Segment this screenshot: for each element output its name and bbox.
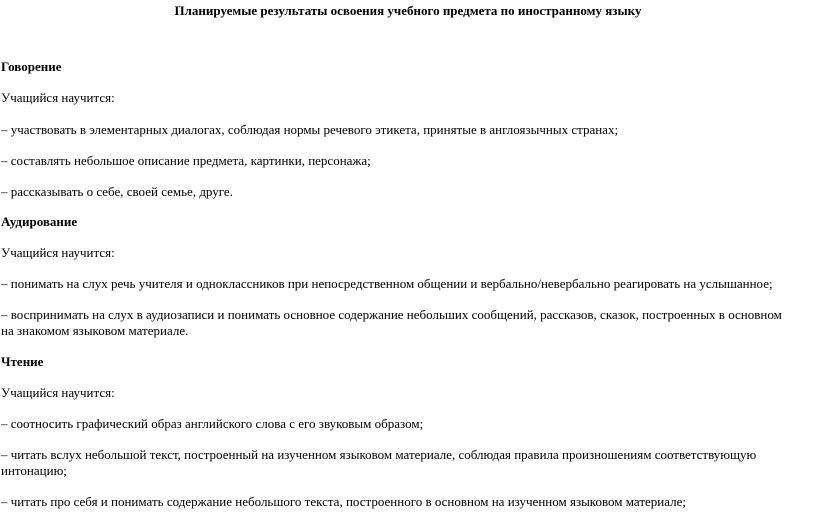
- section-heading-listening: Аудирование: [1, 214, 78, 229]
- section-intro-listening: Учащийся научится:: [1, 245, 115, 260]
- document-title: Планируемые результаты освоения учебного предмета по иностранному языку: [174, 3, 642, 18]
- list-item: – участвовать в элементарных диалогах, соблюдая нормы речевого этикета, принятые в англоязычных странах;: [1, 122, 619, 137]
- section-intro-speaking: Учащийся научится:: [1, 90, 115, 105]
- section-heading-speaking: Говорение: [1, 59, 62, 74]
- section-intro-reading: Учащийся научится:: [1, 385, 115, 400]
- list-item-continuation: интонацию;: [1, 463, 67, 478]
- list-item-continuation: на знакомом языковом материале.: [1, 323, 189, 338]
- list-item: – читать про себя и понимать содержание небольшого текста, построенного в основном на изученном языковом материале;: [1, 494, 686, 509]
- list-item: – читать вслух небольшой текст, построенный на изученном языковом материале, соблюдая правила произношениям соответствующую: [1, 447, 757, 462]
- list-item: – составлять небольшое описание предмета, картинки, персонажа;: [1, 153, 371, 168]
- section-heading-reading: Чтение: [1, 354, 44, 369]
- list-item: – понимать на слух речь учителя и одноклассников при непосредственном общении и вербально/невербально реагировать на услышанное;: [1, 276, 773, 291]
- list-item: – соотносить графический образ английского слова с его звуковым образом;: [1, 416, 424, 431]
- list-item: – воспринимать на слух в аудиозаписи и понимать основное содержание небольших сообщений, рассказов, сказок, построенных в основном: [1, 307, 782, 322]
- list-item: – рассказывать о себе, своей семье, друге.: [1, 184, 233, 199]
